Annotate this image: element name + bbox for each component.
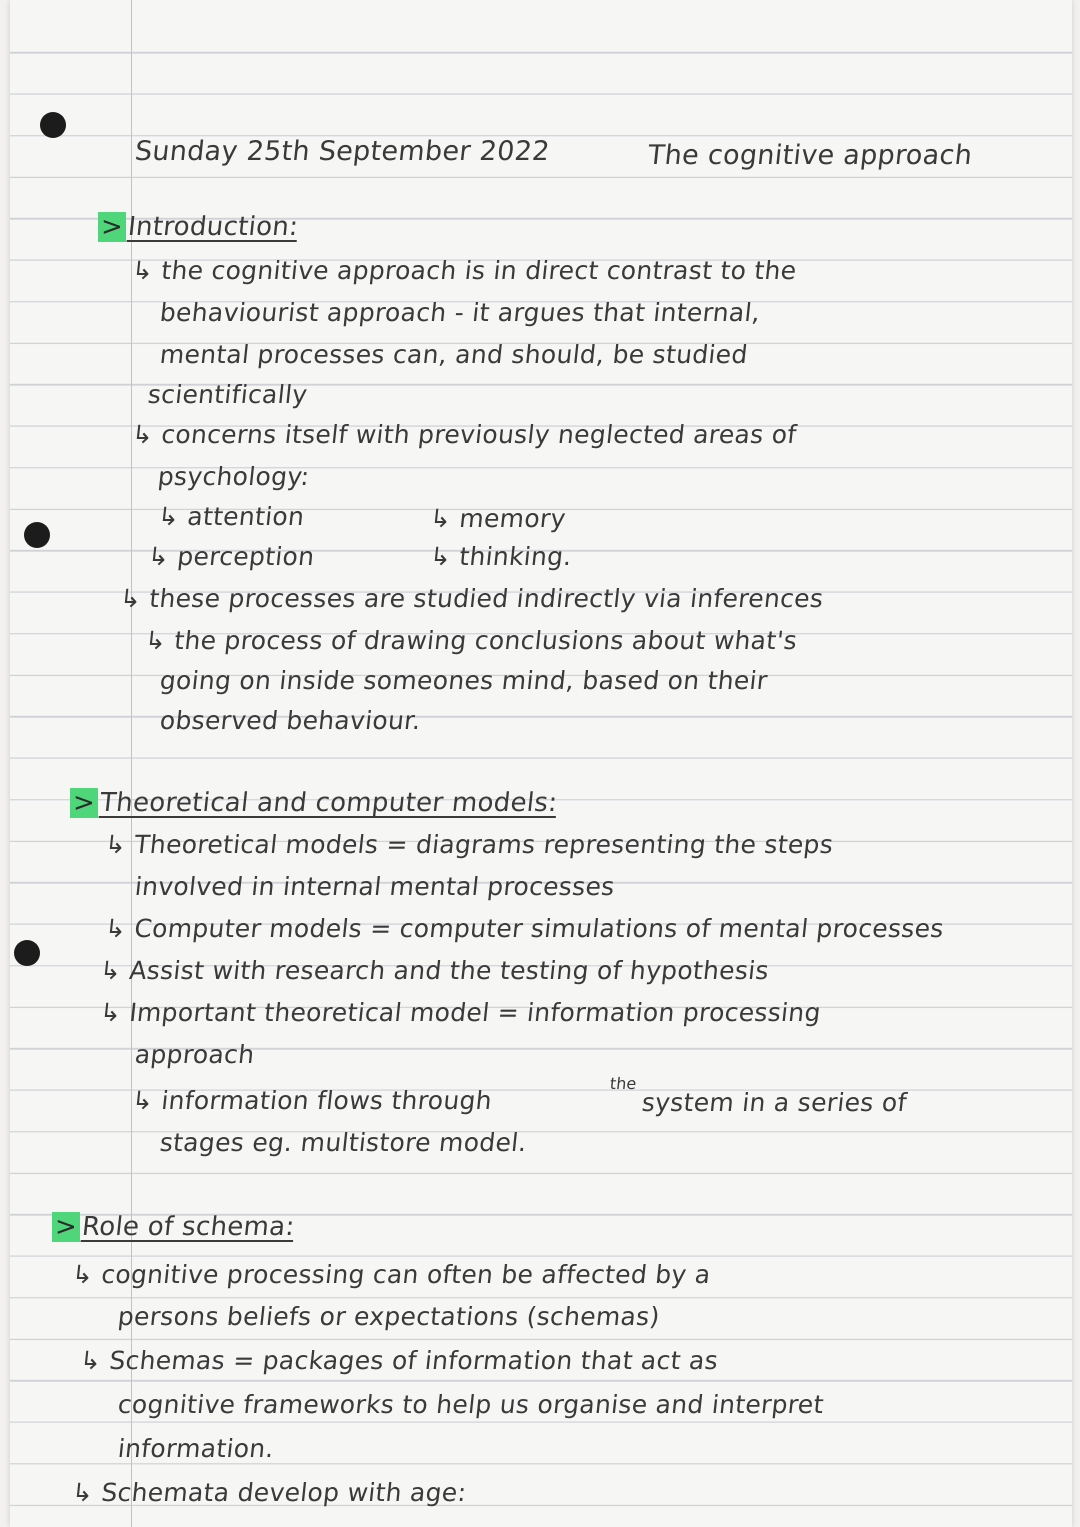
models-line-8: stages eg. multistore model. <box>158 1128 529 1157</box>
schema-line-1: ↳ cognitive processing can often be affected by a <box>70 1260 713 1289</box>
list-item-perception: ↳ perception <box>146 542 316 571</box>
list-item-thinking: ↳ thinking. <box>428 542 574 571</box>
punch-hole-bottom <box>14 940 40 966</box>
intro-line-4: scientifically <box>146 380 309 409</box>
schema-line-3: ↳ Schemas = packages of information that act as <box>78 1346 720 1375</box>
list-item-memory: ↳ memory <box>428 504 568 533</box>
intro-line-3: mental processes can, and should, be studied <box>158 340 750 369</box>
bullet-marker: > <box>52 1212 80 1242</box>
section-heading-models: > Theoretical and computer models: <box>68 788 558 818</box>
intro-line-5: ↳ concerns itself with previously neglected areas of <box>130 420 799 449</box>
section-heading-schema: > Role of schema: <box>50 1212 296 1242</box>
bullet-marker: > <box>98 212 126 242</box>
notebook-page <box>10 0 1072 1527</box>
models-line-7: ↳ information flows through <box>130 1086 494 1115</box>
page-date: Sunday 25th September 2022 <box>133 136 552 167</box>
intro-line-1: ↳ the cognitive approach is in direct contrast to the <box>130 256 799 285</box>
intro-line-6: psychology: <box>156 462 311 491</box>
schema-line-5: information. <box>116 1434 276 1463</box>
punch-hole-top <box>40 112 66 138</box>
intro-line-2: behaviourist approach - it argues that internal, <box>158 298 762 327</box>
models-line-1: ↳ Theoretical models = diagrams representing the steps <box>103 830 835 859</box>
intro-line-9: going on inside someones mind, based on their <box>158 666 770 695</box>
models-line-4: ↳ Assist with research and the testing of hypothesis <box>98 956 771 985</box>
models-line-6: approach <box>133 1040 256 1069</box>
intro-line-8: ↳ the process of drawing conclusions about what's <box>143 626 799 655</box>
models-line-3: ↳ Computer models = computer simulations of mental processes <box>103 914 946 943</box>
intro-line-10: observed behaviour. <box>158 706 423 735</box>
inserted-word: the <box>609 1074 638 1093</box>
schema-line-4: cognitive frameworks to help us organise and interpret <box>116 1390 826 1419</box>
page-title: The cognitive approach <box>646 140 974 171</box>
schema-line-6: ↳ Schemata develop with age: <box>70 1478 468 1507</box>
models-line-5: ↳ Important theoretical model = information processing <box>98 998 823 1027</box>
section-heading-introduction: > Introduction: <box>96 212 299 242</box>
models-line-7b: system in a series of <box>640 1088 909 1117</box>
punch-hole-middle <box>24 522 50 548</box>
bullet-marker: > <box>70 788 98 818</box>
schema-line-2: persons beliefs or expectations (schemas) <box>116 1302 662 1331</box>
list-item-attention: ↳ attention <box>156 502 306 531</box>
models-line-2: involved in internal mental processes <box>133 872 617 901</box>
intro-line-7: ↳ these processes are studied indirectly via inferences <box>118 584 825 613</box>
